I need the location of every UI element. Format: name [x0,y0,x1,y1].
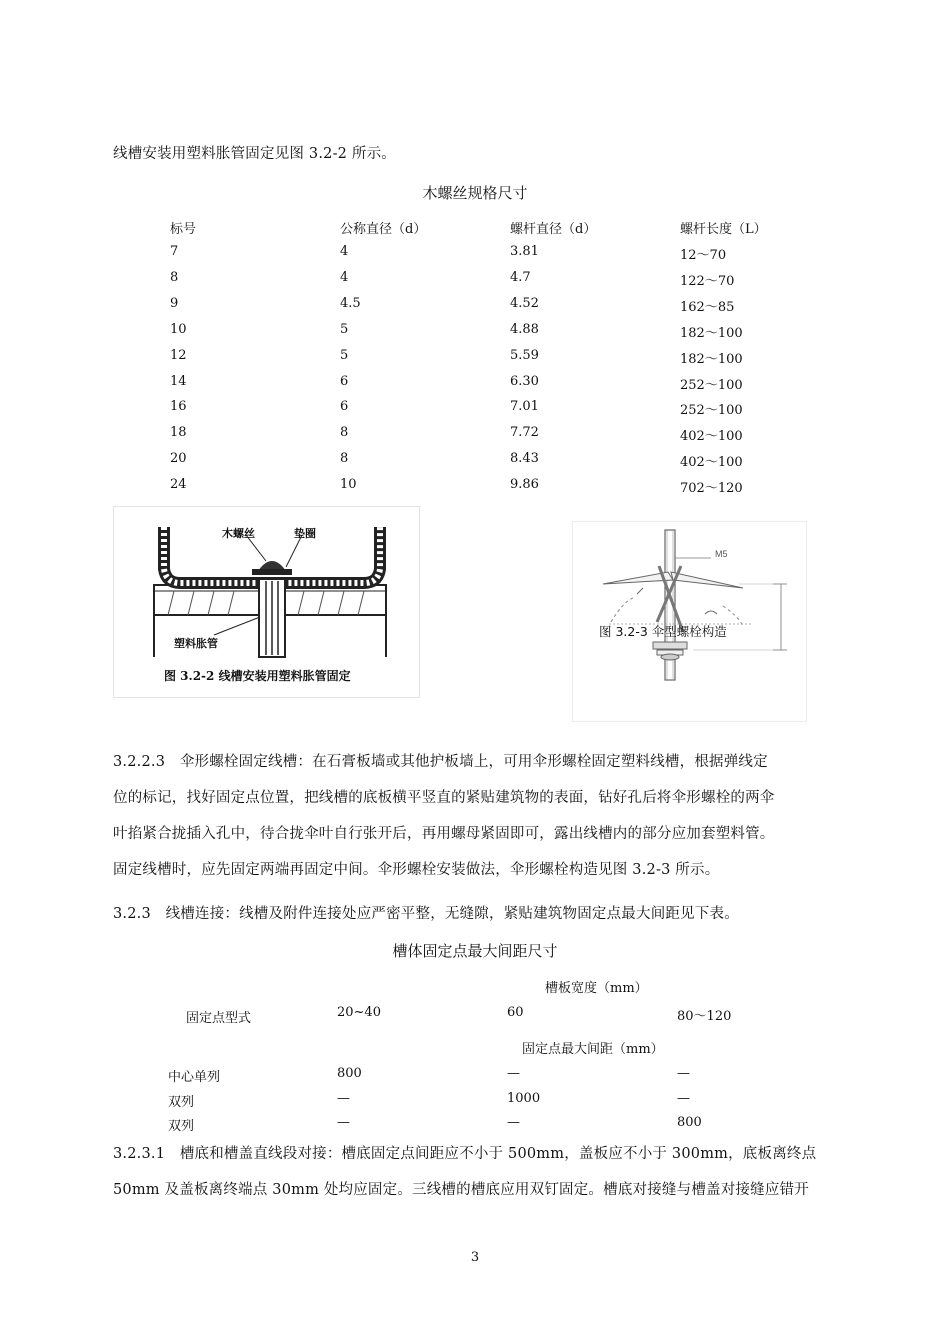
screw-table-cell: 182～100 [680,351,743,367]
label-m5: M5 [715,549,728,559]
spacing-table-cell: — [677,1066,690,1081]
paragraph-line: 3.2.2.3 伞形螺栓固定线槽：在石膏板墙或其他护板墙上，可用伞形螺栓固定塑料线槽，根据弹线定 [113,754,768,770]
figure2-caption: 图 3.2-3 伞型螺栓构造 [599,624,727,639]
screw-table-title: 木螺丝规格尺寸 [422,184,528,202]
spacing-table-title: 槽体固定点最大间距尺寸 [392,942,558,960]
paragraph-line: 叶掐紧合拢插入孔中，待合拢伞叶自行张开后，再用螺母紧固即可，露出线槽内的部分应加套塑料管。 [113,826,775,842]
screw-table-cell: 402～100 [680,455,743,471]
paragraph-3-2-3: 3.2.3 线槽连接：线槽及附件连接处应严密平整，无缝隙，紧贴建筑物固定点最大间距见下表。 [113,906,739,922]
screw-table [0,0,950,500]
screw-table-cell: 6 [340,373,349,389]
screw-table-cell: 24 [170,477,187,493]
screw-table-cell: 20 [170,451,187,467]
spacing-table-cell: 双列 [168,1095,195,1110]
screw-table-cell: 182～100 [680,325,743,341]
paragraph-3-2-2-3 [113,744,775,888]
spacing-table-cell: — [677,1091,690,1106]
screw-table-cell: 252～100 [680,377,743,393]
screw-table-cell: 3.81 [510,244,539,259]
screw-table-cell: 8 [170,269,179,285]
spacing-width-1: 20~40 [337,1005,381,1020]
screw-table-cell: 162～85 [680,299,735,315]
spacing-distance-header: 固定点最大间距（mm） [522,1042,664,1057]
spacing-table-cell: — [337,1115,350,1130]
page-number: 3 [470,1250,480,1265]
spacing-table-cell: 800 [337,1066,362,1081]
screw-table-cell: 16 [170,399,187,415]
spacing-table-cell: — [507,1066,520,1081]
paragraph-3-2-3-1 [113,1136,816,1208]
screw-table-header: 标号 [170,222,197,237]
spacing-width-header: 槽板宽度（mm） [545,981,648,996]
screw-table-cell: 4 [340,269,349,285]
screw-table-cell: 6.30 [510,373,539,389]
screw-table-cell: 4.52 [510,295,539,311]
screw-table-cell: 702～120 [680,481,743,497]
screw-table-cell: 5 [340,347,349,363]
screw-table-cell: 4.88 [510,321,539,337]
screw-table-cell: 402～100 [680,429,743,445]
spacing-table-cell: 1000 [507,1091,541,1106]
spacing-table-cell: 中心单列 [168,1070,221,1085]
screw-table-cell: 18 [170,425,187,441]
spacing-type-header: 固定点型式 [186,1011,252,1026]
figure1-caption: 图 3.2-2 线槽安装用塑料胀管固定 [164,669,351,683]
spacing-table-title-wrap [0,940,950,961]
screw-table-header: 公称直径（d） [340,222,427,237]
screw-table-cell: 122～70 [680,273,735,289]
screw-table-cell: 9.86 [510,477,539,493]
screw-table-cell: 7 [170,244,179,259]
screw-table-cell: 6 [340,399,349,415]
label-plastic-anchor: 塑料胀管 [174,637,218,650]
spacing-width-3: 80～120 [677,1009,732,1024]
screw-table-header: 螺杆长度（L） [680,222,767,237]
screw-table-cell: 8 [340,451,349,467]
screw-table-cell: 7.01 [510,399,539,415]
figure-anchor-fixing [113,506,420,698]
screw-table-cell: 8 [340,425,349,441]
screw-table-header: 螺杆直径（d） [510,222,597,237]
screw-table-cell: 8.43 [510,451,539,467]
screw-table-cell: 5 [340,321,349,337]
spacing-table-cell: 双列 [168,1119,195,1134]
paragraph-line: 50mm 及盖板离终端点 30mm 处均应固定。三线槽的槽底应用双钉固定。槽底对接缝与槽盖对接缝应错开 [113,1182,809,1198]
spacing-width-2: 60 [507,1005,524,1020]
paragraph-line: 固定线槽时，应先固定两端再固定中间。伞形螺栓安装做法，伞形螺栓构造见图 3.2-3 所示。 [113,862,720,878]
screw-table-cell: 4.7 [510,269,531,285]
screw-table-cell: 12～70 [680,248,727,263]
screw-table-cell: 7.72 [510,425,539,441]
label-washer: 垫圈 [294,527,316,540]
screw-table-cell: 12 [170,347,187,363]
screw-table-cell: 10 [170,321,187,337]
figure-umbrella-bolt [572,521,807,722]
label-wood-screw: 木螺丝 [222,527,255,540]
spacing-table-cell: — [507,1115,520,1130]
screw-table-cell: 4 [340,244,349,259]
screw-table-cell: 14 [170,373,187,389]
screw-table-cell: 4.5 [340,295,361,311]
screw-table-cell: 5.59 [510,347,539,363]
screw-table-cell: 10 [340,477,357,493]
paragraph-line: 位的标记，找好固定点位置，把线槽的底板横平竖直的紧贴建筑物的表面，钻好孔后将伞形螺栓的两伞 [113,790,775,806]
intro-line: 线槽安装用塑料胀管固定见图 3.2-2 所示。 [113,146,397,162]
spacing-table-cell: 800 [677,1115,702,1130]
screw-table-cell: 9 [170,295,179,311]
spacing-table-cell: — [337,1091,350,1106]
paragraph-line: 3.2.3.1 槽底和槽盖直线段对接：槽底固定点间距应不小于 500mm，盖板应不小于 300mm，底板离终点 [113,1146,817,1162]
screw-table-cell: 252～100 [680,403,743,419]
